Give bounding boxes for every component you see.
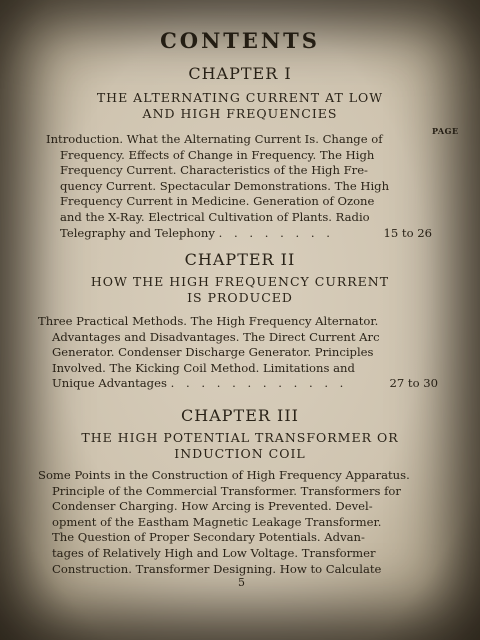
entry-line: quency Current. Spectacular Demonstrations. The High	[60, 178, 390, 193]
entry-line: opment of the Eastham Magnetic Leakage Transformer.	[52, 514, 382, 529]
chapter-1-heading: CHAPTER I	[188, 64, 292, 83]
entry-line: Generator. Condenser Discharge Generator. Principles	[52, 345, 374, 360]
entry-line: Frequency. Effects of Change in Frequency. The High	[60, 147, 375, 162]
entry-line-text: Telegraphy and Telephony	[60, 225, 215, 240]
chapter-2-heading: CHAPTER II	[184, 250, 296, 269]
entry-line: Frequency Current. Characteristics of the High Fre-	[60, 163, 368, 178]
chapter-2-subtitle-line: HOW THE HIGH FREQUENCY CURRENT	[90, 274, 390, 289]
page-title: CONTENTS	[160, 28, 320, 53]
entry-line-text: Unique Advantages	[52, 376, 167, 391]
leader-dots: . . . . . . . . . . . .	[170, 376, 348, 391]
entry-line: Involved. The Kicking Coil Method. Limitations and	[52, 360, 355, 375]
entry-line: Three Practical Methods. The High Frequency Alternator.	[38, 314, 379, 328]
chapter-3-subtitle	[0, 430, 480, 462]
entry-line: Condenser Charging. How Arcing is Prevented. Devel-	[52, 499, 373, 514]
page-range: 15 to 26	[383, 225, 432, 240]
entry-line: Construction. Transformer Designing. How to Calculate	[52, 561, 382, 576]
chapter-2-subtitle	[0, 274, 480, 306]
page-number: 5	[238, 576, 245, 589]
chapter-1-entry	[46, 132, 432, 241]
chapter-3-heading: CHAPTER III	[181, 406, 299, 425]
chapter-1-subtitle-line: THE ALTERNATING CURRENT AT LOW	[96, 90, 384, 105]
chapter-2-entry	[38, 314, 438, 392]
entry-line: Introduction. What the Alternating Current Is. Change of	[46, 132, 383, 146]
entry-line: Principle of the Commercial Transformer. Transformers for	[52, 483, 401, 498]
chapter-3-subtitle-line: THE HIGH POTENTIAL TRANSFORMER OR	[81, 430, 399, 445]
entry-line: Frequency Current in Medicine. Generation of Ozone	[60, 194, 375, 209]
entry-line: Advantages and Disadvantages. The Direct Current Arc	[52, 329, 380, 344]
entry-line: Some Points in the Construction of High Frequency Apparatus.	[38, 468, 410, 482]
page-column-label: PAGE	[432, 126, 459, 136]
chapter-2-subtitle-line: IS PRODUCED	[187, 290, 293, 305]
entry-line: and the X-Ray. Electrical Cultivation of Plants. Radio	[60, 209, 370, 224]
entry-line	[46, 226, 432, 242]
page-range: 27 to 30	[389, 376, 438, 391]
chapter-1-subtitle-line: AND HIGH FREQUENCIES	[142, 106, 338, 121]
chapter-1-subtitle	[0, 90, 480, 122]
entry-line	[38, 376, 438, 392]
chapter-3-subtitle-line: INDUCTION COIL	[174, 446, 306, 461]
entry-line: The Question of Proper Secondary Potentials. Advan-	[52, 530, 365, 545]
entry-line: tages of Relatively High and Low Voltage. Transformer	[52, 545, 376, 560]
chapter-3-entry	[38, 468, 438, 577]
leader-dots: . . . . . . . .	[218, 225, 334, 240]
